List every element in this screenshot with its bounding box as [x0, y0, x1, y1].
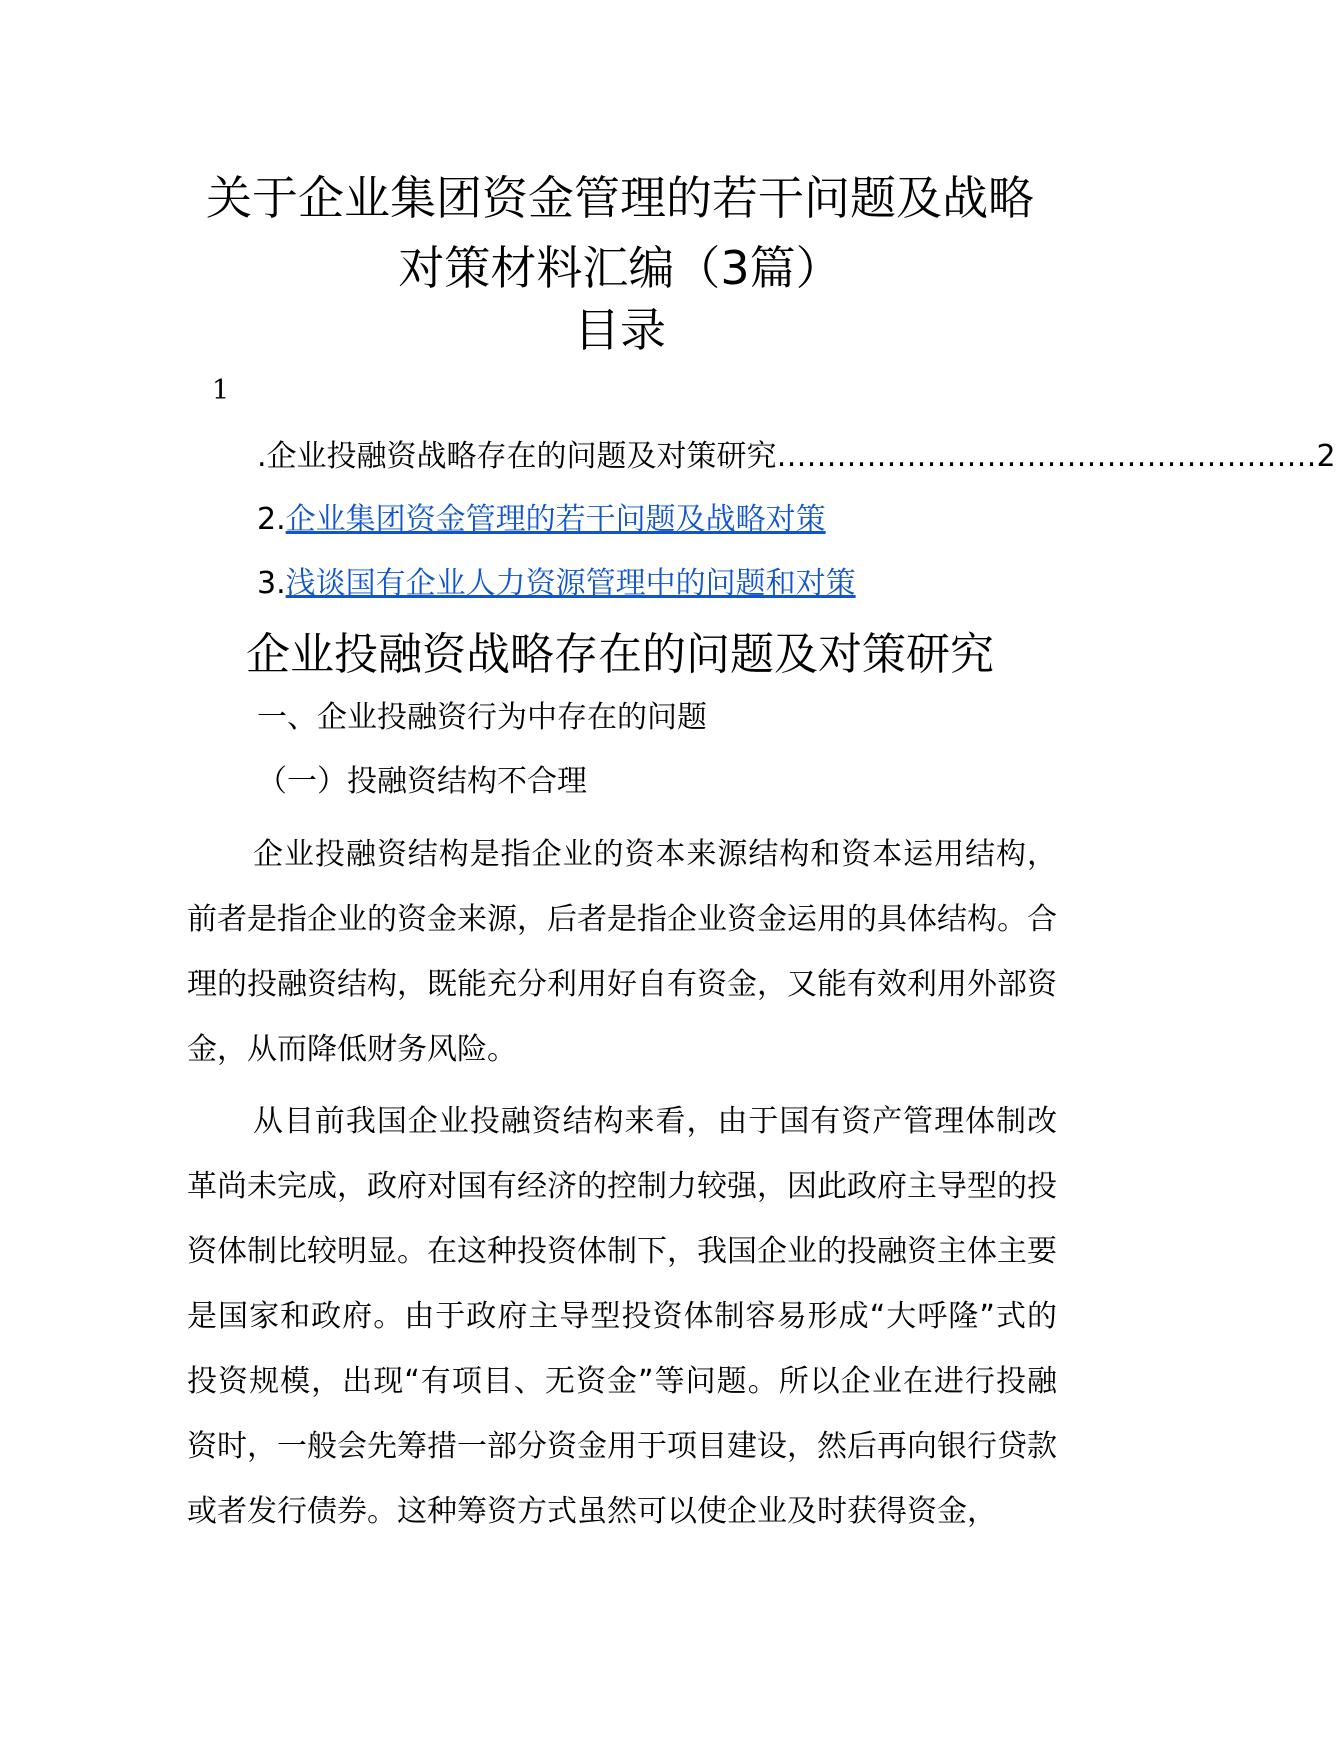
body-paragraph-2: 从目前我国企业投融资结构来看，由于国有资产管理体制改革尚未完成，政府对国有经济的控制力较强，因此政府主导型的投资体制比较明显。在这种投资体制下，我国企业的投融资主体主要是国家和政府。由于政府主导型投资体制容易形成“大呼隆”式的投资规模，出现“有项目、无资金”等问题。所以企业在进行投融资时，一般会先筹措一部分资金用于项目建设，然后再向银行贷款或者发行债券。这种筹资方式虽然可以使企业及时获得资金，: [187, 1104, 1057, 1529]
toc-heading: 目录: [574, 303, 666, 357]
body-paragraph-1: 企业投融资结构是指企业的资本来源结构和资本运用结构，前者是指企业的资金来源，后者是指企业资金运用的具体结构。合理的投融资结构，既能充分利用好自有资金，又能有效利用外部资金，从而降低财务风险。: [187, 837, 1057, 1067]
toc-item-2: [257, 500, 826, 540]
section-title: 企业投融资战略存在的问题及对策研究: [246, 629, 994, 680]
toc-item-1-number: 1: [212, 375, 230, 406]
toc-item-3-number: 3.: [257, 566, 286, 601]
toc-item-2-link[interactable]: 企业集团资金管理的若干问题及战略对策: [285, 502, 826, 537]
toc-item-1-leader: ………………………………………………: [776, 439, 1317, 474]
document-title-line-1: 关于企业集团资金管理的若干问题及战略: [206, 171, 1034, 225]
heading-level-1: 一、企业投融资行为中存在的问题: [257, 700, 707, 735]
toc-item-1[interactable]: [257, 437, 1336, 477]
toc-item-3-link[interactable]: 浅谈国有企业人力资源管理中的问题和对策: [285, 566, 856, 601]
document-title-line-2: 对策材料汇编（3篇）: [398, 241, 842, 295]
toc-item-3: [257, 564, 856, 604]
toc-item-1-page: 2: [1316, 439, 1336, 474]
heading-level-2: （一）投融资结构不合理: [257, 764, 587, 799]
toc-item-1-label: .企业投融资战略存在的问题及对策研究: [257, 439, 777, 474]
toc-item-2-number: 2.: [257, 502, 286, 537]
